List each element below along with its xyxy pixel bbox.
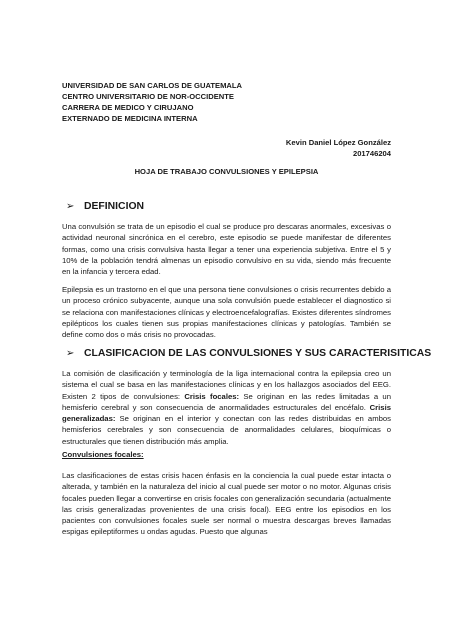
section-heading-text: DEFINICION [84,201,145,212]
arrowhead-bullet-icon: ➢ [66,348,75,359]
section-heading-definicion [66,201,144,212]
author-id: 201746204 [352,149,391,158]
institution-line: CARRERA DE MEDICO Y CIRUJANO [62,103,194,112]
paragraph-convulsiones-focales: Las clasificaciones de estas crisis hacen énfasis en la conciencia la cual puede estar intacta o alterada, y también en la naturaleza del inicio al cual puede ser motor o no motor. Algunas crisis focales pueden llegar a convertirse en crisis focales con generalización secundaria (actualmente las crisis generalizadas provenientes de una crisis focal). EEG entre los episodios en los pacientes con convulsiones focales suele ser normal o muestra descargas breves llamadas espigas epileptiformes u ondas agudas. Puesto que algunas [62,471,391,537]
paragraph-definicion-1: Una convulsión se trata de un episodio el cual se produce pro descaras anormales, excesivas o actividad neuronal sincrónica en el cerebro, este episodio se puede manifestar de diferentes formas, como una crisis convulsiva hasta llegar a tener una experiencia subjetiva. Entre el 5 y 10% de la población tendrá almenas un episodio convulsivo en su vida, siendo más frecuente en la infancia y tercera edad. [62,222,391,277]
institution-line: UNIVERSIDAD DE SAN CARLOS DE GUATEMALA [62,81,243,90]
paragraph-clasificacion [62,368,391,447]
institution-line: CENTRO UNIVERSITARIO DE NOR-OCCIDENTE [62,92,234,101]
institution-block [62,80,242,124]
author-block [286,137,391,159]
author-name: Kevin Daniel López González [285,138,391,147]
document-title: HOJA DE TRABAJO CONVULSIONES Y EPILEPSIA [134,167,319,176]
paragraph-definicion-2: Epilepsia es un trastorno en el que una persona tiene convulsiones o crisis recurrentes debido a un proceso crónico subyacente, aunque una sola convulsión puede establecer el diagnostico si se relaciona con manifestaciones clínicas y electroencefalografías. Existes diferentes síndromes epilépticos los cuales tienen sus propias manifestaciones clínicas y patologías. También se define como dos o más crisis no provocadas. [62,285,391,340]
institution-line: EXTERNADO DE MEDICINA INTERNA [62,114,198,123]
text-run: Se originan en el interior y conectan con las redes distribuidas en ambos hemisferios cerebrales y son consecuencia de anormalidades celulares, bioquímicas o estructurales que tienen distribución más amplia. [62,414,391,446]
subheading-convulsiones-focales: Convulsiones focales: [62,450,144,459]
text-run: Se originan en las redes limitadas a un hemisferio cerebral y son consecuencia de anormalidades estructurales del encéfalo. [62,391,391,412]
term-crisis-focales: Crisis focales: [184,391,240,401]
section-heading-clasificacion [66,348,431,359]
text-run: La comisión de clasificación y terminología de la liga internacional contra la epilepsia creo un sistema el cual se basa en las manifestaciones clínicas y en los hallazgos asociados del EEG. Existen 2 tipos de convulsiones: [62,369,391,401]
term-crisis-generalizadas: Crisis generalizadas: [62,402,391,424]
arrowhead-bullet-icon: ➢ [66,201,75,212]
section-heading-text: CLASIFICACION DE LAS CONVULSIONES Y SUS CARACTERISITICAS [84,348,432,359]
